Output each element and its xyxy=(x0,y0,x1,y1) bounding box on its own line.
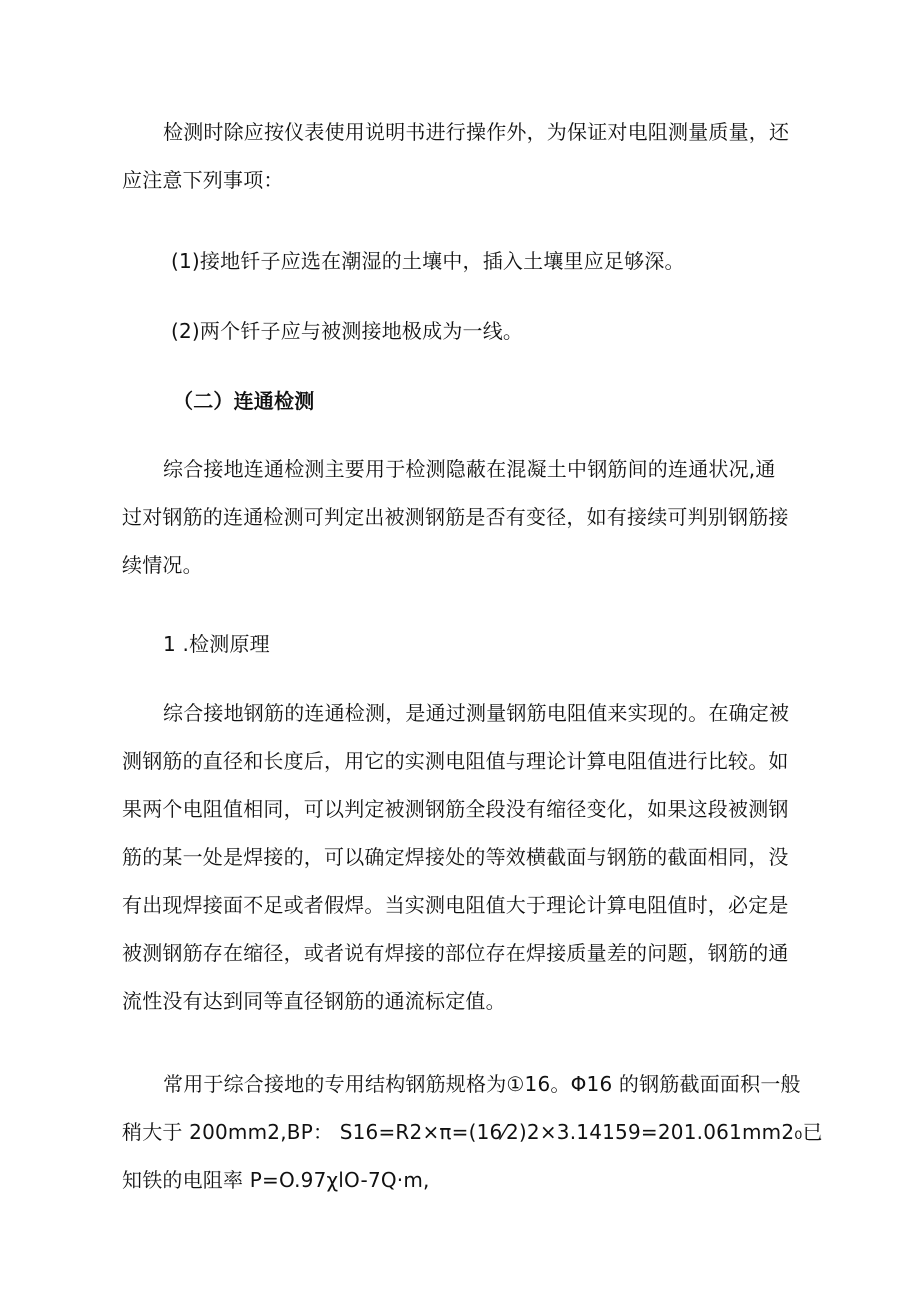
list-item-1: (1)接地钎子应选在潮湿的土壤中，插入土壤里应足够深。 xyxy=(171,249,685,273)
list-item-2: (2)两个钎子应与被测接地极成为一线。 xyxy=(171,319,524,343)
paragraph-precautions-intro xyxy=(163,108,789,156)
text-line: 测钢筋的直径和长度后，用它的实测电阻值与理论计算电阻值进行比较。如 xyxy=(122,749,789,773)
text-line: 综合接地连通检测主要用于检测隐蔽在混凝土中钢筋间的连通状况,通 xyxy=(163,457,776,481)
subsection-heading: 1 .检测原理 xyxy=(163,632,270,656)
text-line: 稍大于 200mm2,BP： S16=R2×π=(16⁄2)2×3.14159=201.061mm2₀已 xyxy=(122,1120,823,1144)
paragraph-precautions-intro-cont xyxy=(122,156,284,204)
text-line: 续情况。 xyxy=(122,553,203,577)
section-heading: （二）连通检测 xyxy=(173,389,315,413)
text-line: 有出现焊接面不足或者假焊。当实测电阻值大于理论计算电阻值时，必定是 xyxy=(122,893,789,917)
text-line: 应注意下列事项： xyxy=(122,168,284,192)
paragraph-connectivity-line1 xyxy=(163,445,776,493)
text-line: 检测时除应按仪表使用说明书进行操作外，为保证对电阻测量质量，还 xyxy=(163,120,790,144)
text-line: 筋的某一处是焊接的，可以确定焊接处的等效横截面与钢筋的截面相同，没 xyxy=(122,845,789,869)
paragraph-principle-line1 xyxy=(163,689,789,737)
text-line: 果两个电阻值相同，可以判定被测钢筋全段没有缩径变化，如果这段被测钢 xyxy=(122,797,789,821)
text-line: 知铁的电阻率 P=O.97χlO-7Q·m, xyxy=(122,1168,430,1192)
text-line: 流性没有达到同等直径钢筋的通流标定值。 xyxy=(122,989,506,1013)
text-line: 综合接地钢筋的连通检测，是通过测量钢筋电阻值来实现的。在确定被 xyxy=(163,701,790,725)
paragraph-formula-cont xyxy=(122,1108,823,1204)
paragraph-connectivity-cont xyxy=(122,493,789,589)
paragraph-formula-line1 xyxy=(163,1060,801,1108)
paragraph-principle-cont xyxy=(122,737,789,1025)
text-line: 常用于综合接地的专用结构钢筋规格为①16。Φ16 的钢筋截面面积一般 xyxy=(163,1072,801,1096)
text-line: 被测钢筋存在缩径，或者说有焊接的部位存在焊接质量差的问题，钢筋的通 xyxy=(122,941,789,965)
text-line: 过对钢筋的连通检测可判定出被测钢筋是否有变径，如有接续可判别钢筋接 xyxy=(122,505,789,529)
